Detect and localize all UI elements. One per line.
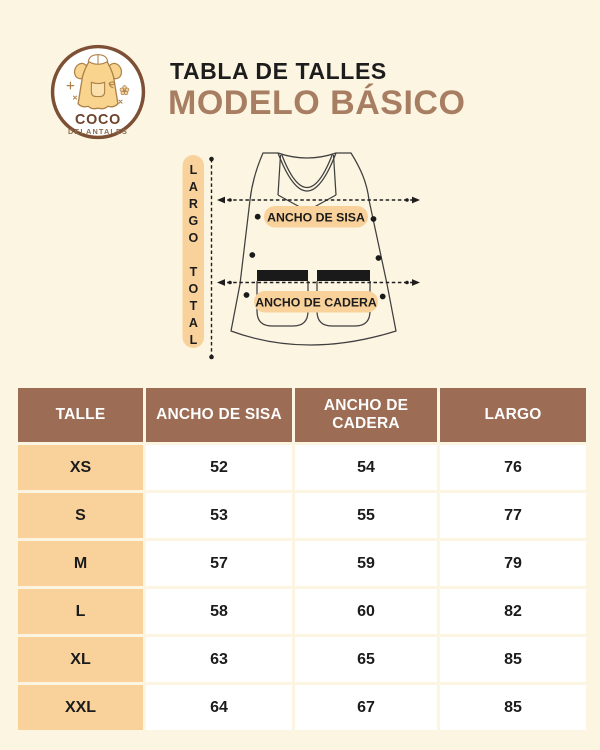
table-header-sisa: ANCHO DE SISA — [146, 388, 292, 442]
value-xs-sisa: 52 — [146, 445, 292, 490]
sisa-label: ANCHO DE SISA — [267, 210, 365, 225]
size-label-xxl: XXL — [18, 685, 143, 730]
svg-text:L: L — [189, 163, 198, 177]
value-l-sisa: 58 — [146, 589, 292, 634]
sisa-label-pill — [264, 206, 368, 228]
value-s-cadera: 55 — [295, 493, 437, 538]
value-xxl-largo: 85 — [440, 685, 586, 730]
measurement-diagram — [170, 145, 430, 377]
value-xl-sisa: 63 — [146, 637, 292, 682]
value-l-cadera: 60 — [295, 589, 437, 634]
size-label-l: L — [18, 589, 143, 634]
value-m-largo: 79 — [440, 541, 586, 586]
table-header-talle: TALLE — [18, 388, 143, 442]
cadera-label: ANCHO DE CADERA — [255, 295, 377, 310]
page-subtitle: TABLA DE TALLES — [170, 58, 387, 84]
brand-tagline: DELANTALES — [67, 126, 129, 136]
value-xxl-sisa: 64 — [146, 685, 292, 730]
size-label-m: M — [18, 541, 143, 586]
page-title: MODELO BÁSICO — [168, 84, 466, 122]
size-label-s: S — [18, 493, 143, 538]
cadera-label-pill — [254, 291, 378, 313]
svg-text:G: G — [188, 214, 199, 228]
size-table — [18, 388, 586, 730]
svg-text:T: T — [189, 299, 198, 313]
value-m-cadera: 59 — [295, 541, 437, 586]
sisa-dimension-line — [217, 197, 420, 204]
svg-text:O: O — [188, 282, 199, 296]
value-xs-cadera: 54 — [295, 445, 437, 490]
value-xs-largo: 76 — [440, 445, 586, 490]
brand-logo — [50, 44, 146, 140]
size-label-xs: XS — [18, 445, 143, 490]
pocket-band-right — [317, 270, 370, 281]
value-m-sisa: 57 — [146, 541, 292, 586]
table-header-largo: LARGO — [440, 388, 586, 442]
value-s-largo: 77 — [440, 493, 586, 538]
largo-dimension-line — [209, 157, 214, 360]
value-s-sisa: 53 — [146, 493, 292, 538]
svg-text:T: T — [189, 265, 198, 279]
brand-logo-graphic — [50, 44, 146, 140]
size-label-xl: XL — [18, 637, 143, 682]
value-xl-largo: 85 — [440, 637, 586, 682]
value-xxl-cadera: 67 — [295, 685, 437, 730]
svg-text:R: R — [188, 197, 198, 211]
apron-outline — [231, 153, 396, 345]
svg-text:A: A — [188, 316, 198, 330]
svg-text:O: O — [188, 231, 199, 245]
title-block — [170, 58, 465, 120]
svg-text:L: L — [189, 333, 198, 347]
table-header-cadera: ANCHO DE CADERA — [295, 388, 437, 442]
svg-text:A: A — [188, 180, 198, 194]
value-xl-cadera: 65 — [295, 637, 437, 682]
pocket-band-left — [257, 270, 308, 281]
brand-name: COCO — [74, 112, 122, 129]
value-l-largo: 82 — [440, 589, 586, 634]
